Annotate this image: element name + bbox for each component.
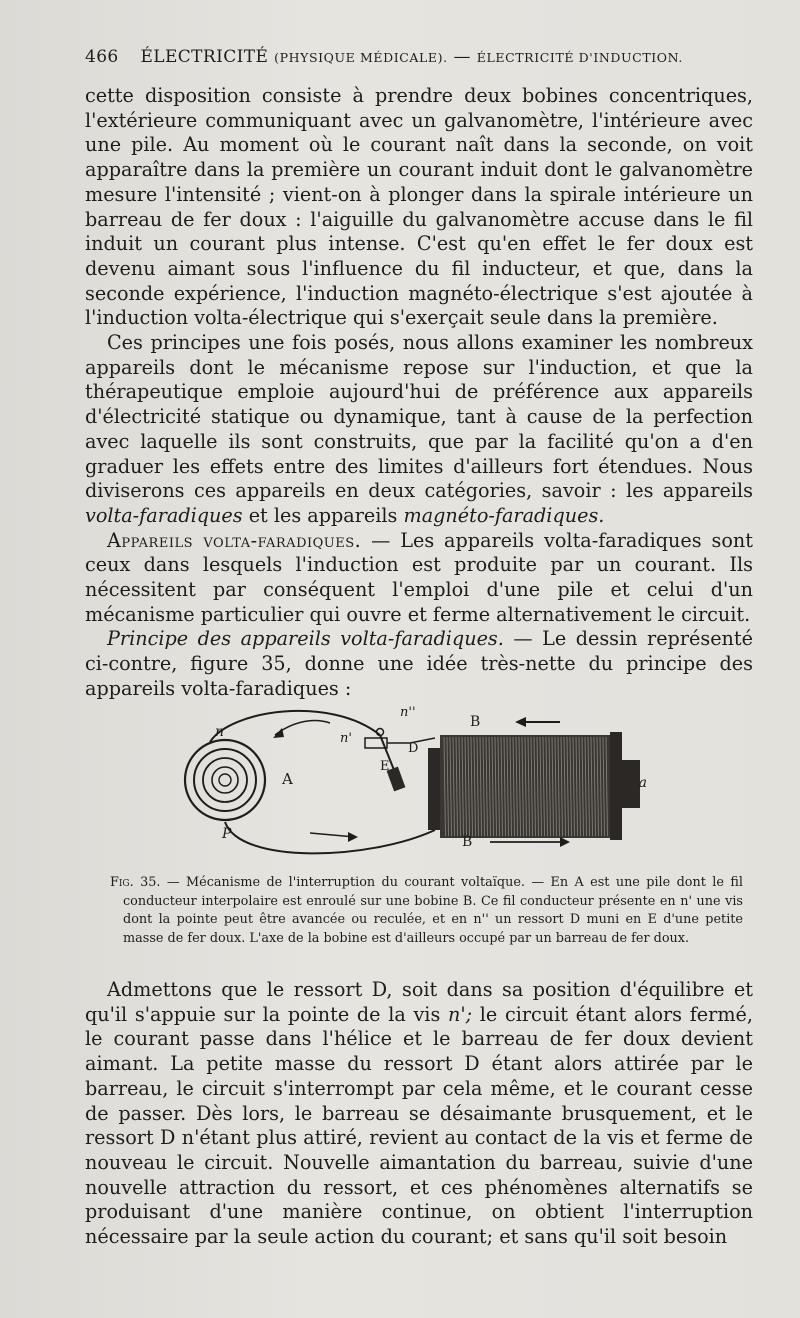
- body-text-top: [85, 84, 753, 702]
- paragraph-4-text: — Le dessin représenté ci-contre, figure 35, donne une idée très-nette du principe des appareils volta-faradiques :: [85, 627, 753, 700]
- paragraph-3-text: — Les appareils volta-faradiques sont ceux dans lesquels l'induction est produite par un courant. Ils nécessitent par conséquent l'emploi d'une pile et celui d'un mécanisme particulier qui ouvre et ferme alternativement le circuit.: [85, 528, 753, 626]
- label-n-prime: n': [340, 731, 352, 746]
- label-n: n: [215, 724, 225, 740]
- term-volta-faradiques: volta-faradiques: [85, 503, 243, 527]
- paragraph-5-post: le circuit étant alors fermé, le courant passe dans l'hélice et le barreau de fer doux devient aimant. La petite masse du ressort D étant alors attirée par le barreau, le circuit s'interrompt par cela même, et le courant cesse de passer. Dès lors, le barreau se désaimante brusquement, et le ressort D n'étant plus attiré, revient au contact de la vis et ferme de nouveau le circuit. Nouvelle aimantation du barreau, suivie d'une nouvelle attraction du ressort, et ces phénomènes alternatifs se produisant d'une manière continue, on obtient l'interruption nécessaire par la seule action du courant; et sans qu'il soit besoin: [85, 1002, 753, 1249]
- paragraph-5-screw: n';: [447, 1002, 473, 1026]
- caption-text: — Mécanisme de l'interruption du courant voltaïque. — En A est une pile dont le fil conducteur interpolaire est enroulé sur une bobine B. Ce fil conducteur présente en n' une vis dont la pointe peut être avancée ou reculée, et en n'' un ressort D muni en E d'une petite masse de fer doux. L'axe de la bobine est d'ailleurs occupé par un barreau de fer doux.: [123, 875, 743, 946]
- header-title: ÉLECTRICITÉ: [140, 47, 269, 67]
- figure-caption: [110, 874, 743, 948]
- label-A: A: [282, 770, 293, 788]
- paragraph-2-mid: et les appareils: [248, 503, 398, 527]
- header-section: ÉLECTRICITÉ D'INDUCTION.: [476, 50, 683, 65]
- label-a: a: [638, 775, 647, 791]
- arrow-upper-wire: [275, 721, 330, 735]
- wire-bottom: [225, 822, 435, 853]
- arrowhead-bottom-coil: [560, 837, 570, 847]
- paragraph-2: [85, 331, 753, 529]
- header-dash: —: [453, 47, 471, 67]
- arrowhead-lower-wire: [348, 832, 358, 842]
- battery-spiral: [185, 740, 265, 820]
- paragraph-5-pre: Admettons que le ressort D, soit dans sa position d'équilibre et qu'il s'appuie sur la pointe de la vis: [85, 978, 753, 1026]
- paragraph-5: [85, 978, 753, 1250]
- section-heading-volta: Appareils volta-faradiques.: [107, 528, 362, 552]
- running-header: [85, 47, 750, 67]
- label-n-second: n'': [400, 705, 416, 720]
- header-subtitle: (PHYSIQUE MÉDICALE).: [274, 50, 448, 65]
- paragraph-2-text: Ces principes une fois posés, nous allons examiner les nombreux appareils dont le mécanisme repose sur l'induction, et que la thérapeutique emploie aujourd'hui de préférence aux appareils d'électricité statique ou dynamique, tant à cause de la perfection avec laquelle ils sont construits, que par la facilité qu'on a d'en graduer les effets entre des limites d'ailleurs fort étendues. Nous diviserons ces appareils en deux catégories, savoir : les appareils: [85, 331, 753, 503]
- caption-fig-number: Fig. 35.: [110, 875, 161, 890]
- term-magneto-faradiques: magnéto-faradiques.: [403, 503, 605, 527]
- label-P: P: [222, 826, 232, 842]
- wire-top: [210, 711, 380, 742]
- body-text-bottom: [85, 978, 753, 1250]
- label-B-bottom: B: [462, 834, 473, 850]
- section-heading-principe: Principe des appareils volta-faradiques.: [107, 627, 504, 651]
- label-D: D: [408, 741, 419, 756]
- page-number: 466: [85, 47, 119, 67]
- paragraph-1: cette disposition consiste à prendre deux bobines concentriques, l'extérieure communiquant avec un galvanomètre, l'intérieure avec une pile. Au moment où le courant naît dans la seconde, on voit apparaître dans la première un courant induit dont le galvanomètre mesure l'intensité ; vient-on à plonger dans la spirale intérieure un barreau de fer doux : l'aiguille du galvanomètre accuse dans le fil induit un courant plus intense. C'est qu'en effet le fer doux est devenu aimant sous l'influence du fil inducteur, et que, dans la seconde expérience, l'induction magnéto-électrique s'est ajoutée à l'induction volta-électrique qui s'exerçait seule dans la première.: [85, 84, 753, 330]
- paragraph-3: [85, 529, 753, 628]
- label-E: E: [380, 759, 390, 774]
- figure-35-diagram: [170, 690, 650, 865]
- label-B-top: B: [470, 714, 481, 730]
- arrowhead-top-coil: [515, 717, 526, 727]
